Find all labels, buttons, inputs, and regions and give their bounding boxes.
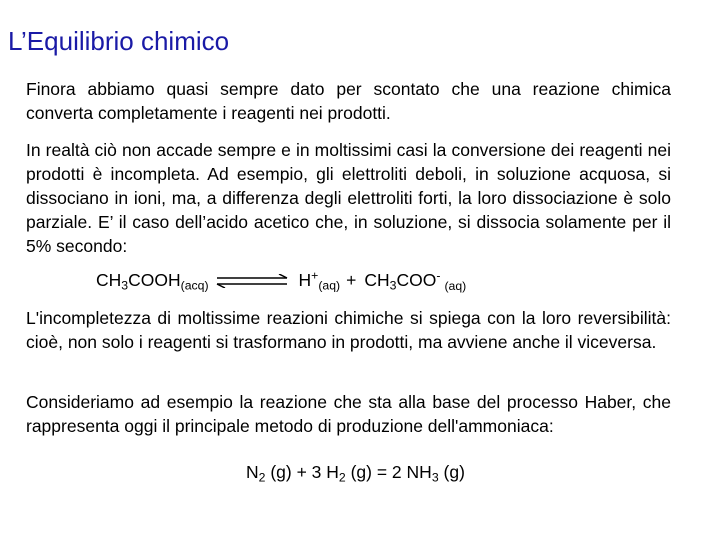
plus-sign: + [346, 270, 357, 290]
haber-reaction-equation: $N_2$ (g) + 3 $H_2$ (g) = 2 $NH_3$ (g) [246, 462, 465, 485]
paragraph-reversibility: L'incompletezza di moltissime reazioni chimiche si spiega con la loro reversibilità: cioè, non solo i reagenti si trasformano in prodotti, ma avviene anche il viceversa. [26, 308, 671, 352]
page-title: L’Equilibrio chimico [8, 26, 230, 56]
reactant-acetic-acid: $CH_3COOH_{(acq)}$ [96, 270, 209, 293]
equilibrium-arrow-icon [215, 274, 289, 288]
paragraph-dissociation: In realtà ciò non accade sempre e in moltissimi casi la conversione dei reagenti nei prodotti è incompleta. Ad esempio, gli elettroliti deboli, in soluzione acquosa, si dissociano in ioni, ma, a differenza degli elettroliti forti, la loro dissociazione è solo parziale. E’ il caso dell’acido acetico che, in soluzione, si dissocia solamente per il 5% secondo: [26, 140, 671, 256]
product-hydrogen-ion: $H^+_{(aq)}$ [298, 268, 341, 293]
product-acetate-ion: $CH_3COO^-_{(aq)}$ [364, 268, 467, 293]
paragraph-intro: Finora abbiamo quasi sempre dato per scontato che una reazione chimica converta completamente i reagenti nei prodotti. [26, 79, 671, 123]
acetic-acid-reaction [96, 270, 466, 291]
paragraph-haber: Consideriamo ad esempio la reazione che sta alla base del processo Haber, che rappresenta oggi il principale metodo di produzione dell'ammoniaca: [26, 392, 671, 436]
